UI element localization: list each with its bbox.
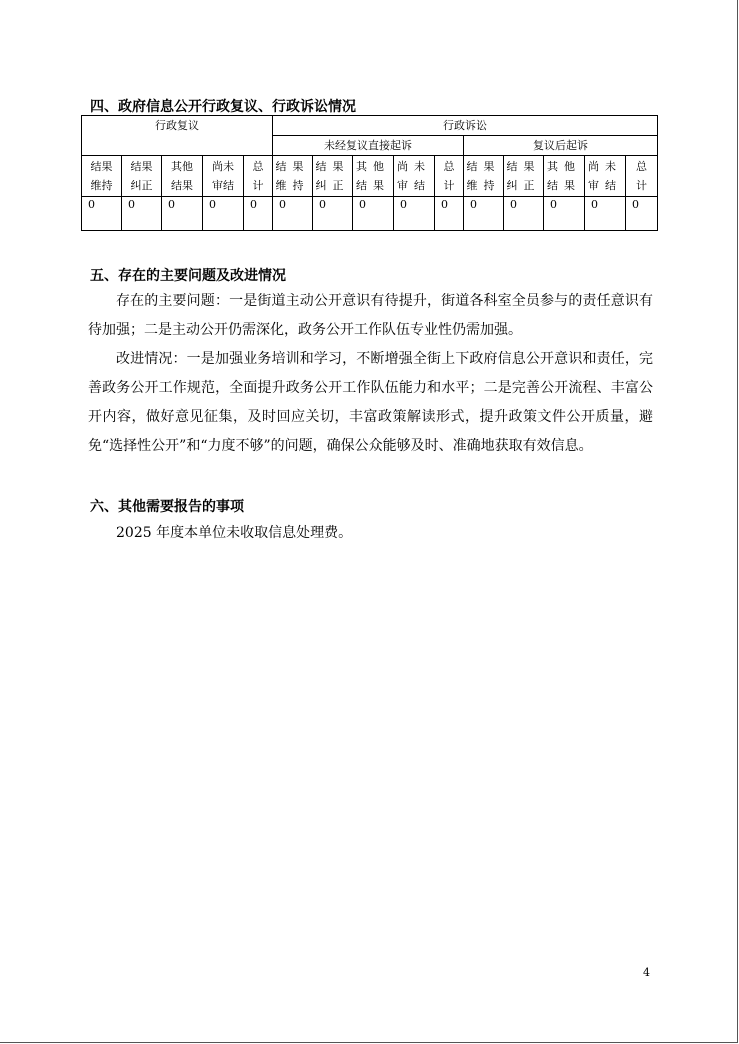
- column-header-line: 结果: [547, 179, 581, 192]
- column-header-line: 总: [443, 160, 455, 173]
- column-header-line: 计: [252, 179, 264, 192]
- column-header-line: 总: [252, 160, 264, 173]
- column-header: [353, 156, 394, 197]
- value-cell: 0: [394, 197, 435, 231]
- column-header: [464, 156, 504, 197]
- column-header: [313, 156, 353, 197]
- column-header-line: 计: [636, 179, 647, 192]
- column-header-line: 计: [443, 179, 455, 192]
- value-cell: 0: [273, 197, 313, 231]
- column-header-line: 结果: [315, 160, 350, 173]
- column-header-line: 其他: [356, 160, 390, 173]
- value-cell: 0: [585, 197, 626, 231]
- section5-heading: 五、存在的主要问题及改进情况: [90, 268, 286, 284]
- section4-heading: 四、政府信息公开行政复议、行政诉讼情况: [90, 99, 356, 115]
- value-cell: 0: [626, 197, 658, 231]
- column-header-line: 结果: [466, 160, 501, 173]
- column-header: [626, 156, 658, 197]
- value-cell: 0: [464, 197, 504, 231]
- column-header-line: 尚未: [397, 160, 431, 173]
- value-cell: 0: [435, 197, 464, 231]
- column-header-line: 维持: [466, 179, 501, 192]
- column-header-row: [82, 156, 658, 197]
- column-header-line: 结果: [90, 160, 113, 173]
- problems-paragraph: 存在的主要问题：一是街道主动公开意识有待提升，街道各科室全员参与的责任意识有待加强；二是主动公开仍需深化，政务公开工作队伍专业性仍需加强。: [88, 293, 653, 338]
- column-header-line: 纠正: [315, 179, 350, 192]
- value-cell: 0: [244, 197, 273, 231]
- value-cell: 0: [162, 197, 203, 231]
- value-cell: 0: [203, 197, 244, 231]
- page-number: 4: [643, 966, 650, 979]
- column-header-line: 结果: [130, 160, 153, 173]
- column-header-line: 尚未: [212, 160, 234, 173]
- value-cell: 0: [122, 197, 162, 231]
- value-cell: 0: [313, 197, 353, 231]
- column-header: [585, 156, 626, 197]
- column-header: [162, 156, 203, 197]
- improvements-paragraph: 改进情况：一是加强业务培训和学习，不断增强全街上下政府信息公开意识和责任，完善政务公开工作规范，全面提升政务公开工作队伍能力和水平；二是完善公开流程、丰富公开内容，做好意见征集，及时回应关切，丰富政策解读形式，提升政策文件公开质量，避免“选择性公开”和“力度不够”的问题，确保公众能够及时、准确地获取有效信息。: [88, 351, 653, 454]
- column-header: [504, 156, 544, 197]
- column-header: [544, 156, 585, 197]
- column-header-line: 审结: [588, 179, 622, 192]
- header-after-review-litigation: 复议后起诉: [464, 136, 658, 156]
- column-header-line: 其他: [171, 160, 193, 173]
- column-header-line: 其他: [547, 160, 581, 173]
- column-header-line: 维持: [275, 179, 310, 192]
- column-header-line: 结果: [356, 179, 390, 192]
- column-header-line: 结果: [171, 179, 193, 192]
- column-header-line: 尚未: [588, 160, 622, 173]
- column-header: [244, 156, 273, 197]
- column-header: [273, 156, 313, 197]
- column-header-line: 结果: [275, 160, 310, 173]
- header-direct-litigation: 未经复议直接起诉: [273, 136, 464, 156]
- column-header: [122, 156, 162, 197]
- column-header: [82, 156, 122, 197]
- value-cell: 0: [353, 197, 394, 231]
- header-admin-litigation: 行政诉讼: [273, 116, 658, 136]
- value-row: [82, 197, 658, 231]
- column-header: [394, 156, 435, 197]
- value-cell: 0: [82, 197, 122, 231]
- value-cell: 0: [504, 197, 544, 231]
- litigation-table: [81, 115, 658, 231]
- column-header-line: 纠正: [506, 179, 541, 192]
- column-header-line: 审结: [397, 179, 431, 192]
- column-header: [435, 156, 464, 197]
- header-admin-review: 行政复议: [82, 116, 273, 156]
- column-header-line: 总: [636, 160, 647, 173]
- value-cell: 0: [544, 197, 585, 231]
- column-header-line: 维持: [90, 179, 113, 192]
- section6-heading: 六、其他需要报告的事项: [90, 499, 244, 515]
- column-header-line: 纠正: [130, 179, 153, 192]
- column-header-line: 审结: [212, 179, 234, 192]
- column-header: [203, 156, 244, 197]
- fee-paragraph: 2025 年度本单位未收取信息处理费。: [116, 525, 353, 541]
- column-header-line: 结果: [506, 160, 541, 173]
